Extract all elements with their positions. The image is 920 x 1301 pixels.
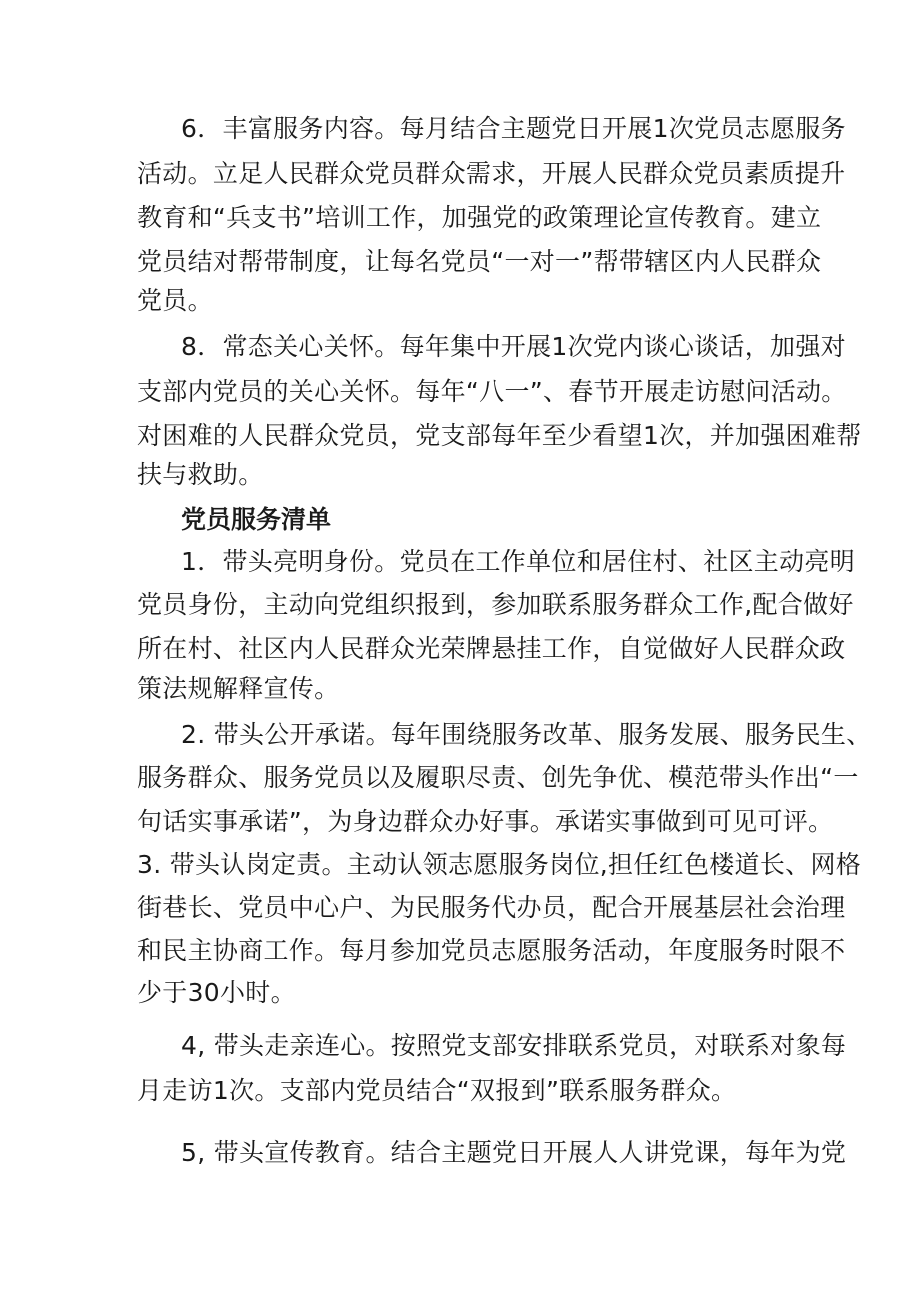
text-line: 党员。 <box>137 286 213 315</box>
text-line: 街巷长、党员中心户、为民服务代办员，配合开展基层社会治理 <box>137 893 846 922</box>
text-line: 扶与救助。 <box>137 460 264 489</box>
text-line: 和民主协商工作。每月参加党员志愿服务活动，年度服务时限不 <box>137 936 846 965</box>
text-line: 策法规解释宣传。 <box>137 674 340 703</box>
text-line: 活动。立足人民群众党员群众需求，开展人民群众党员素质提升 <box>137 159 846 188</box>
text-line: 3. 带头认岗定责。主动认领志愿服务岗位,担任红色楼道长、网格 <box>137 850 862 879</box>
text-line: 8．常态关心关怀。每年集中开展1次党内谈心谈话，加强对 <box>181 332 846 361</box>
text-line: 少于30小时。 <box>137 978 296 1007</box>
text-line: 月走访1次。支部内党员结合“双报到”联系服务群众。 <box>137 1076 737 1105</box>
text-line: 2. 带头公开承诺。每年围绕服务改革、服务发展、服务民生、 <box>181 720 872 749</box>
text-line: 所在村、社区内人民群众光荣牌悬挂工作，自觉做好人民群众政 <box>137 634 846 663</box>
text-line: 5, 带头宣传教育。结合主题党日开展人人讲党课，每年为党 <box>181 1138 847 1167</box>
text-line: 党员结对帮带制度，让每名党员“一对一”帮带辖区内人民群众 <box>137 247 822 276</box>
text-line: 句话实事承诺”，为身边群众办好事。承诺实事做到可见可评。 <box>137 807 834 836</box>
text-line: 支部内党员的关心关怀。每年“八一”、春节开展走访慰问活动。 <box>137 377 847 406</box>
text-line: 6．丰富服务内容。每月结合主题党日开展1次党员志愿服务 <box>181 114 846 143</box>
text-line: 4, 带头走亲连心。按照党支部安排联系党员，对联系对象每 <box>181 1031 847 1060</box>
text-line: 党员身份，主动向党组织报到，参加联系服务群众工作,配合做好 <box>137 590 854 619</box>
text-line: 对困难的人民群众党员，党支部每年至少看望1次，并加强困难帮 <box>137 421 862 450</box>
section-heading: 党员服务清单 <box>181 505 332 534</box>
text-line: 教育和“兵支书”培训工作，加强党的政策理论宣传教育。建立 <box>137 203 822 232</box>
text-line: 1．带头亮明身份。党员在工作单位和居住村、社区主动亮明 <box>181 547 856 576</box>
text-line: 服务群众、服务党员以及履职尽责、创先争优、模范带头作出“一 <box>137 763 859 792</box>
